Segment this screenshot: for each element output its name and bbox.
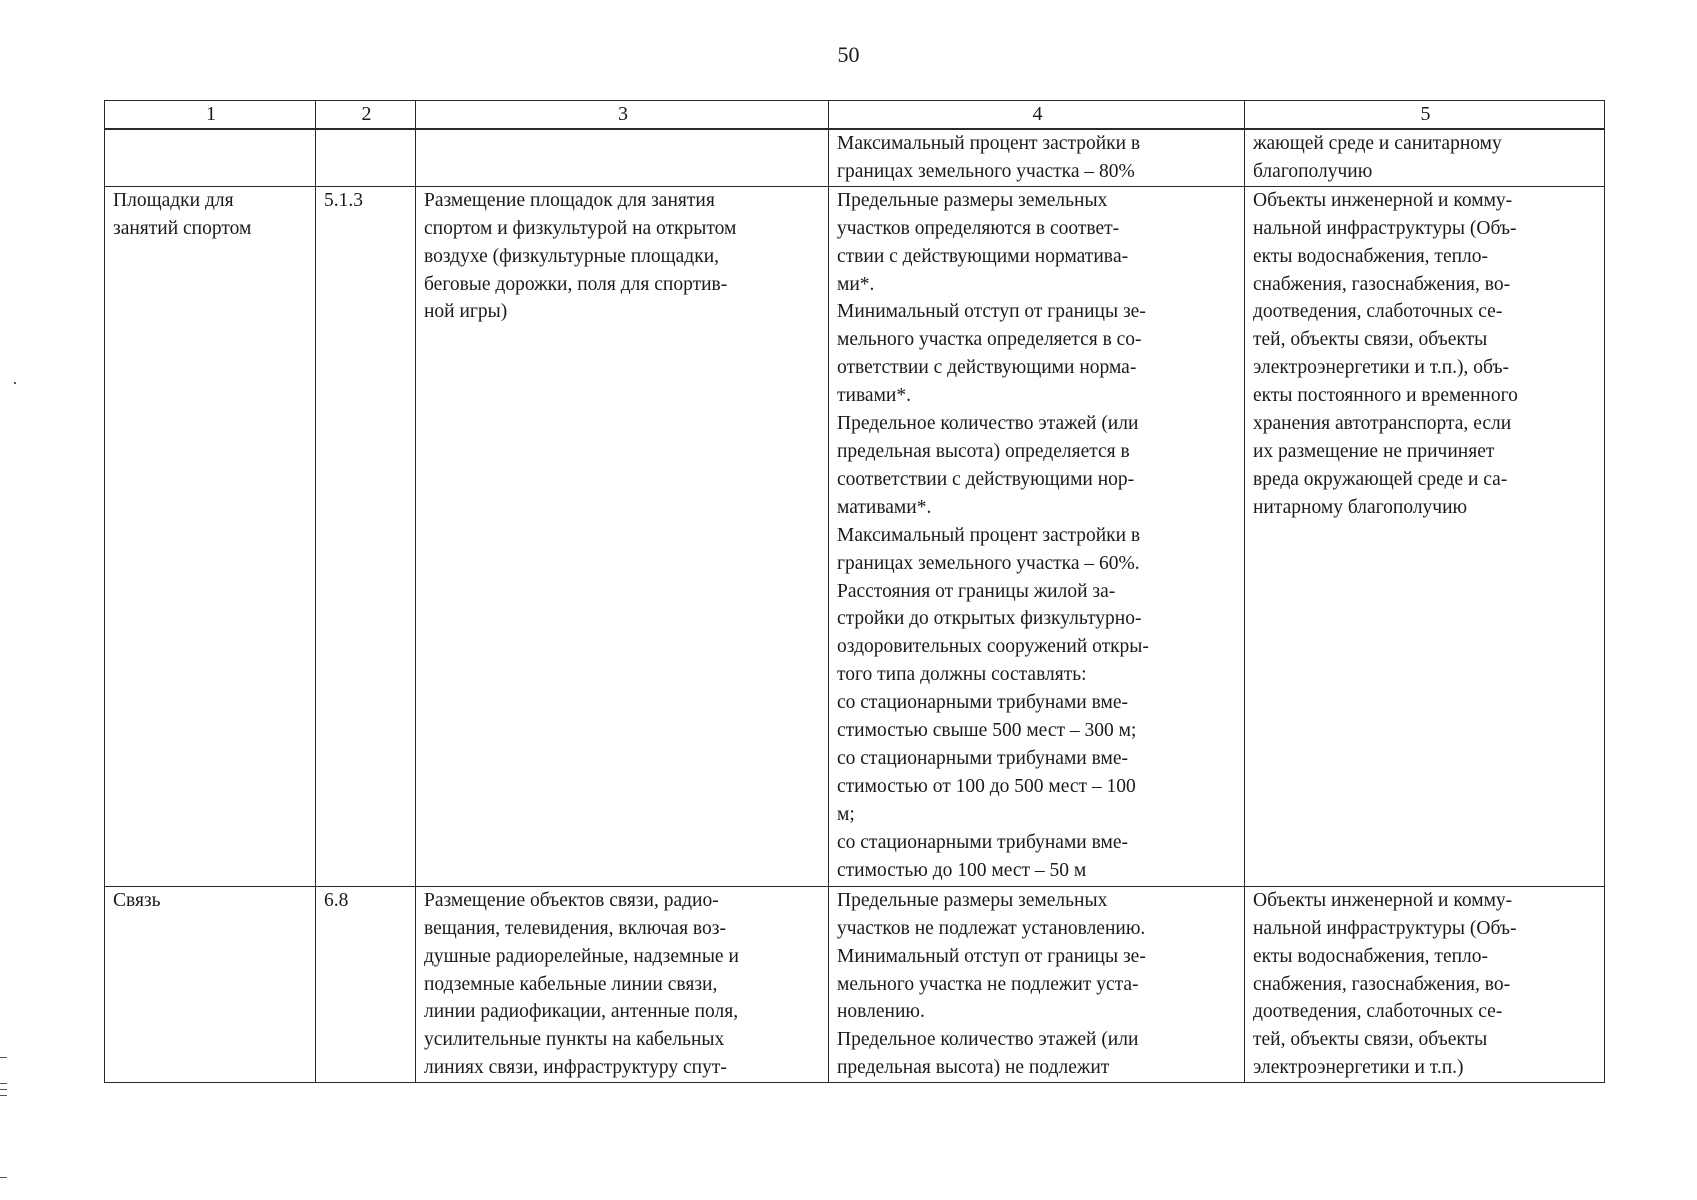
- cell-text-line: участков не подлежат установлению.: [837, 917, 1146, 939]
- cell-text-line: екты водоснабжения, тепло-: [1253, 245, 1489, 267]
- cell-text-line: ной игры): [424, 301, 508, 323]
- cell-text-line: екты постоянного и временного: [1253, 385, 1518, 407]
- cell-text-line: жающей среде и санитарному: [1253, 133, 1502, 154]
- cell-text-line: м;: [837, 803, 855, 825]
- cell-text-line: ответствии с действующими норма-: [837, 357, 1137, 379]
- cell-text-line: вреда окружающей среде и са-: [1253, 468, 1508, 490]
- cell-text-line: со стационарными трибунами вме-: [837, 692, 1128, 714]
- table-cell-col-3: [416, 186, 829, 886]
- cell-text-line: спортом и физкультурой на открытом: [424, 217, 737, 239]
- table-cell-col-5: [1245, 186, 1605, 886]
- cell-text-line: снабжения, газоснабжения, во-: [1253, 973, 1511, 995]
- cell-text-line: их размещение не причиняет: [1253, 440, 1495, 462]
- table-cell-col-1: [105, 886, 316, 1082]
- cell-text-line: Площадки для: [113, 189, 234, 211]
- cell-text-line: подземные кабельные линии связи,: [424, 973, 718, 995]
- cell-text-line: Расстояния от границы жилой за-: [837, 580, 1116, 602]
- cell-text-line: снабжения, газоснабжения, во-: [1253, 273, 1511, 295]
- cell-text-line: 5.1.3: [324, 189, 363, 211]
- table-cell-col-3: [416, 129, 829, 186]
- cell-text-line: Связь: [113, 889, 161, 911]
- cell-text-line: участков определяются в соответ-: [837, 217, 1120, 239]
- table-cell-col-5: [1245, 886, 1605, 1082]
- cell-text-line: Минимальный отступ от границы зе-: [837, 301, 1146, 323]
- table-cell-col-1: [105, 129, 316, 186]
- table-cell-col-2: [316, 186, 416, 886]
- cell-text-line: стимостью до 100 мест – 50 м: [837, 859, 1087, 881]
- scan-mark: [0, 1057, 7, 1058]
- table-row: [105, 186, 1605, 886]
- cell-text-line: Максимальный процент застройки в: [837, 524, 1141, 546]
- cell-text-line: новлению.: [837, 1001, 925, 1023]
- table-row: [105, 129, 1605, 186]
- cell-text-line: со стационарными трибунами вме-: [837, 831, 1128, 853]
- cell-text-line: доотведения, слаботочных се-: [1253, 1001, 1503, 1023]
- cell-text-line: оздоровительных сооружений откры-: [837, 636, 1149, 658]
- cell-text-line: тивами*.: [837, 385, 911, 407]
- cell-text-line: Объекты инженерной и комму-: [1253, 189, 1513, 211]
- cell-text-line: вещания, телевидения, включая воз-: [424, 917, 726, 939]
- cell-text-line: предельная высота) определяется в: [837, 440, 1130, 462]
- cell-text-line: стройки до открытых физкультурно-: [837, 608, 1142, 630]
- table-cell-col-4: [829, 129, 1245, 186]
- cell-text-line: мельного участка не подлежит уста-: [837, 973, 1139, 995]
- cell-text-line: занятий спортом: [113, 217, 252, 239]
- cell-text-line: Размещение площадок для занятия: [424, 189, 715, 211]
- cell-text-line: Предельные размеры земельных: [837, 889, 1108, 911]
- cell-text-line: электроэнергетики и т.п.), объ-: [1253, 357, 1510, 379]
- scan-mark: [14, 382, 16, 384]
- cell-text-line: границах земельного участка – 60%.: [837, 552, 1140, 574]
- cell-text-line: доотведения, слаботочных се-: [1253, 301, 1503, 323]
- cell-text-line: нальной инфраструктуры (Объ-: [1253, 217, 1517, 239]
- cell-text-line: электроэнергетики и т.п.): [1253, 1057, 1464, 1079]
- cell-text-line: Предельное количество этажей (или: [837, 413, 1139, 435]
- scan-mark: [0, 1083, 7, 1084]
- cell-text-line: ми*.: [837, 273, 875, 295]
- table-cell-col-3: [416, 886, 829, 1082]
- table-cell-col-2: [316, 129, 416, 186]
- cell-text-line: стимостью от 100 до 500 мест – 100: [837, 775, 1136, 797]
- header-col-4: 4: [829, 101, 1245, 130]
- header-col-2: 2: [316, 101, 416, 130]
- cell-text-line: Предельное количество этажей (или: [837, 1029, 1139, 1051]
- zoning-table: [104, 100, 1605, 1083]
- table-cell-col-2: [316, 886, 416, 1082]
- scan-mark: [0, 1095, 7, 1096]
- cell-text-line: линии радиофикации, антенные поля,: [424, 1001, 739, 1023]
- cell-text-line: линиях связи, инфраструктуру спут-: [424, 1057, 727, 1079]
- cell-text-line: ствии с действующими нормативa-: [837, 245, 1129, 267]
- cell-text-line: нитарному благополучию: [1253, 496, 1468, 518]
- table-row: [105, 886, 1605, 1082]
- cell-text-line: соответствии с действующими нор-: [837, 468, 1135, 490]
- cell-text-line: мативами*.: [837, 496, 932, 518]
- cell-text-line: душные радиорелейные, надземные и: [424, 945, 739, 967]
- page-number: 50: [837, 42, 860, 67]
- header-col-1: 1: [105, 101, 316, 130]
- cell-text-line: 6.8: [324, 889, 349, 911]
- cell-text-line: Объекты инженерной и комму-: [1253, 889, 1513, 911]
- scan-mark: [0, 1177, 7, 1178]
- cell-text-line: Минимальный отступ от границы зе-: [837, 945, 1146, 967]
- table-cell-col-4: [829, 886, 1245, 1082]
- cell-text-line: со стационарными трибунами вме-: [837, 747, 1128, 769]
- cell-text-line: хранения автотранспорта, если: [1253, 413, 1512, 435]
- cell-text-line: Размещение объектов связи, радио-: [424, 889, 719, 911]
- cell-text-line: стимостью свыше 500 мест – 300 м;: [837, 720, 1137, 742]
- cell-text-line: беговые дорожки, поля для спортив-: [424, 273, 728, 295]
- table-cell-col-1: [105, 186, 316, 886]
- header-row: [105, 101, 1605, 130]
- cell-text-line: тей, объекты связи, объекты: [1253, 329, 1488, 351]
- table-cell-col-5: [1245, 129, 1605, 186]
- cell-text-line: предельная высота) не подлежит: [837, 1057, 1110, 1079]
- cell-text-line: того типа должны составлять:: [837, 664, 1087, 686]
- table-cell-col-4: [829, 186, 1245, 886]
- scan-mark: [0, 1089, 7, 1090]
- cell-text-line: тей, объекты связи, объекты: [1253, 1029, 1488, 1051]
- cell-text-line: границах земельного участка – 80%: [837, 160, 1135, 182]
- cell-text-line: воздухе (физкультурные площадки,: [424, 245, 720, 267]
- cell-text-line: Максимальный процент застройки в: [837, 133, 1141, 154]
- cell-text-line: усилительные пункты на кабельных: [424, 1029, 725, 1051]
- cell-text-line: мельного участка определяется в со-: [837, 329, 1142, 351]
- header-col-5: 5: [1245, 101, 1605, 130]
- cell-text-line: нальной инфраструктуры (Объ-: [1253, 917, 1517, 939]
- cell-text-line: благополучию: [1253, 160, 1373, 182]
- cell-text-line: Предельные размеры земельных: [837, 189, 1108, 211]
- cell-text-line: екты водоснабжения, тепло-: [1253, 945, 1489, 967]
- header-col-3: 3: [416, 101, 829, 130]
